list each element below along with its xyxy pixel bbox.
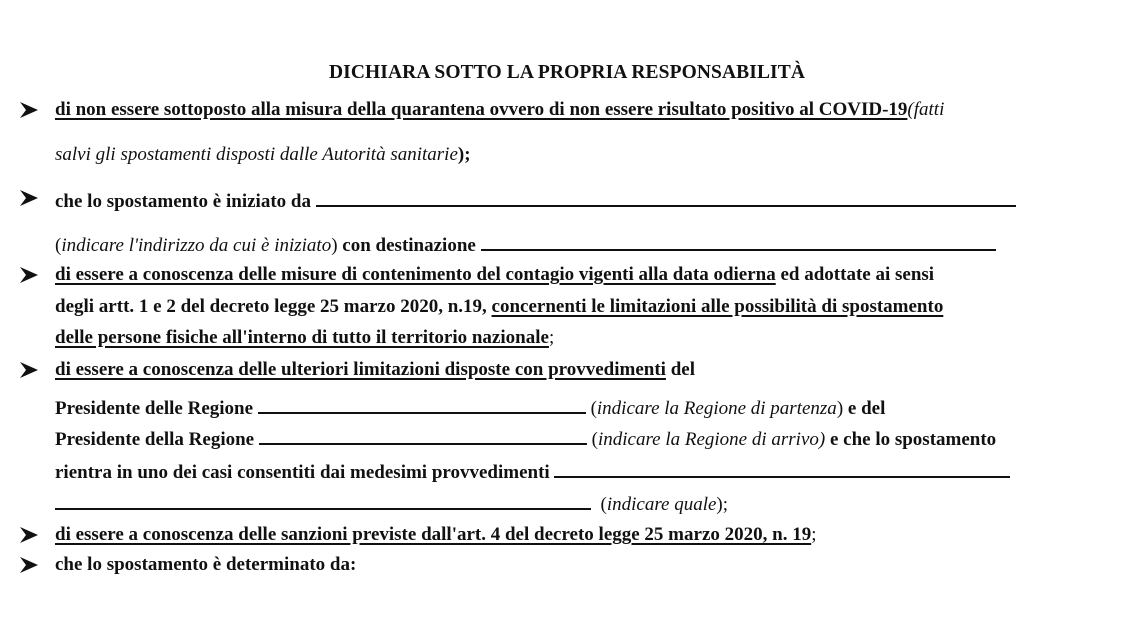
declaration-item-measures-cont [55,296,943,318]
declaration-item-quarantine-cont [55,144,471,166]
paren: ( [591,429,598,450]
quarantine-statement: di non essere sottoposto alla misura della quarantena ovvero di non essere risultato positivo al COVID-19 [55,99,908,120]
italic-note: indicare l'indirizzo da cui è iniziato [61,235,332,256]
paren: ( [55,235,62,256]
declaration-item-reason [55,554,356,576]
declaration-item-regional [55,359,695,381]
italic-note: indicare la Regione di arrivo) [597,429,826,450]
arrowhead-bullet-icon [19,101,39,119]
italic-note: salvi gli spostamenti disposti dalle Autorità sanitarie [55,144,458,165]
destination-field[interactable] [481,231,996,251]
text: e che lo spostamento [829,429,997,450]
text: del [670,359,695,380]
italic-note: indicare la Regione di partenza [596,398,837,419]
paren: ( [600,494,607,515]
declaration-item-quarantine [55,99,944,121]
arrowhead-bullet-icon [19,361,39,379]
text: ed adottate ai sensi [780,264,935,285]
departure-region-label: Presidente delle Regione [55,398,254,419]
underlined-text: concernenti le limitazioni alle possibilità di spostamento [491,296,944,317]
allowed-case-line [55,458,1010,484]
underlined-text: di essere a conoscenza delle sanzioni previste dall'art. 4 del decreto legge 25 marzo 2020, n. 19 [55,524,812,545]
reason-label: che lo spostamento è determinato da: [55,554,357,575]
allowed-case-field[interactable] [554,458,1010,478]
declaration-item-sanctions [55,524,816,546]
punctuation: ; [548,327,555,348]
text: degli artt. 1 e 2 del decreto legge 25 marzo 2020, n.19, [55,296,487,317]
declaration-item-measures [55,264,934,286]
arrival-region-label: Presidente della Regione [55,429,255,450]
italic-note: indicare quale [606,494,717,515]
underlined-text: delle persone fisiche all'interno di tutto il territorio nazionale [55,327,549,348]
paren: ) [331,235,338,256]
arrowhead-bullet-icon [19,556,39,574]
arrival-region-line [55,425,996,451]
page-title: DICHIARA SOTTO LA PROPRIA RESPONSABILITÀ [328,62,806,83]
arrowhead-bullet-icon [19,266,39,284]
destination-label: con destinazione [342,235,476,256]
arrowhead-bullet-icon [19,189,39,207]
declaration-item-measures-cont2 [55,327,554,349]
punctuation: ; [811,524,817,545]
arrowhead-bullet-icon [19,526,39,544]
underlined-text: di essere a conoscenza delle ulteriori limitazioni disposte con provvedimenti [55,359,666,380]
italic-note: fatti [913,99,945,120]
underlined-text: di essere a conoscenza delle misure di contenimento del contagio vigenti alla data odierna [55,264,776,285]
start-label: che lo spostamento è iniziato da [55,191,311,212]
start-address-field[interactable] [316,187,1016,207]
departure-region-line [55,394,885,420]
text: e del [847,398,886,419]
allowed-case-field-2[interactable] [55,490,591,510]
paren: ) [836,398,844,419]
allowed-case-label: rientra in uno dei casi consentiti dai medesimi provvedimenti [55,462,550,483]
declaration-item-destination [55,231,996,257]
paren: ( [907,99,914,120]
punctuation: ); [457,144,471,165]
paren: ( [590,398,597,419]
arrival-region-field[interactable] [259,425,587,445]
declaration-item-start [55,187,1016,213]
allowed-case-line-2 [55,490,728,516]
departure-region-field[interactable] [258,394,586,414]
punctuation: ); [716,494,729,515]
